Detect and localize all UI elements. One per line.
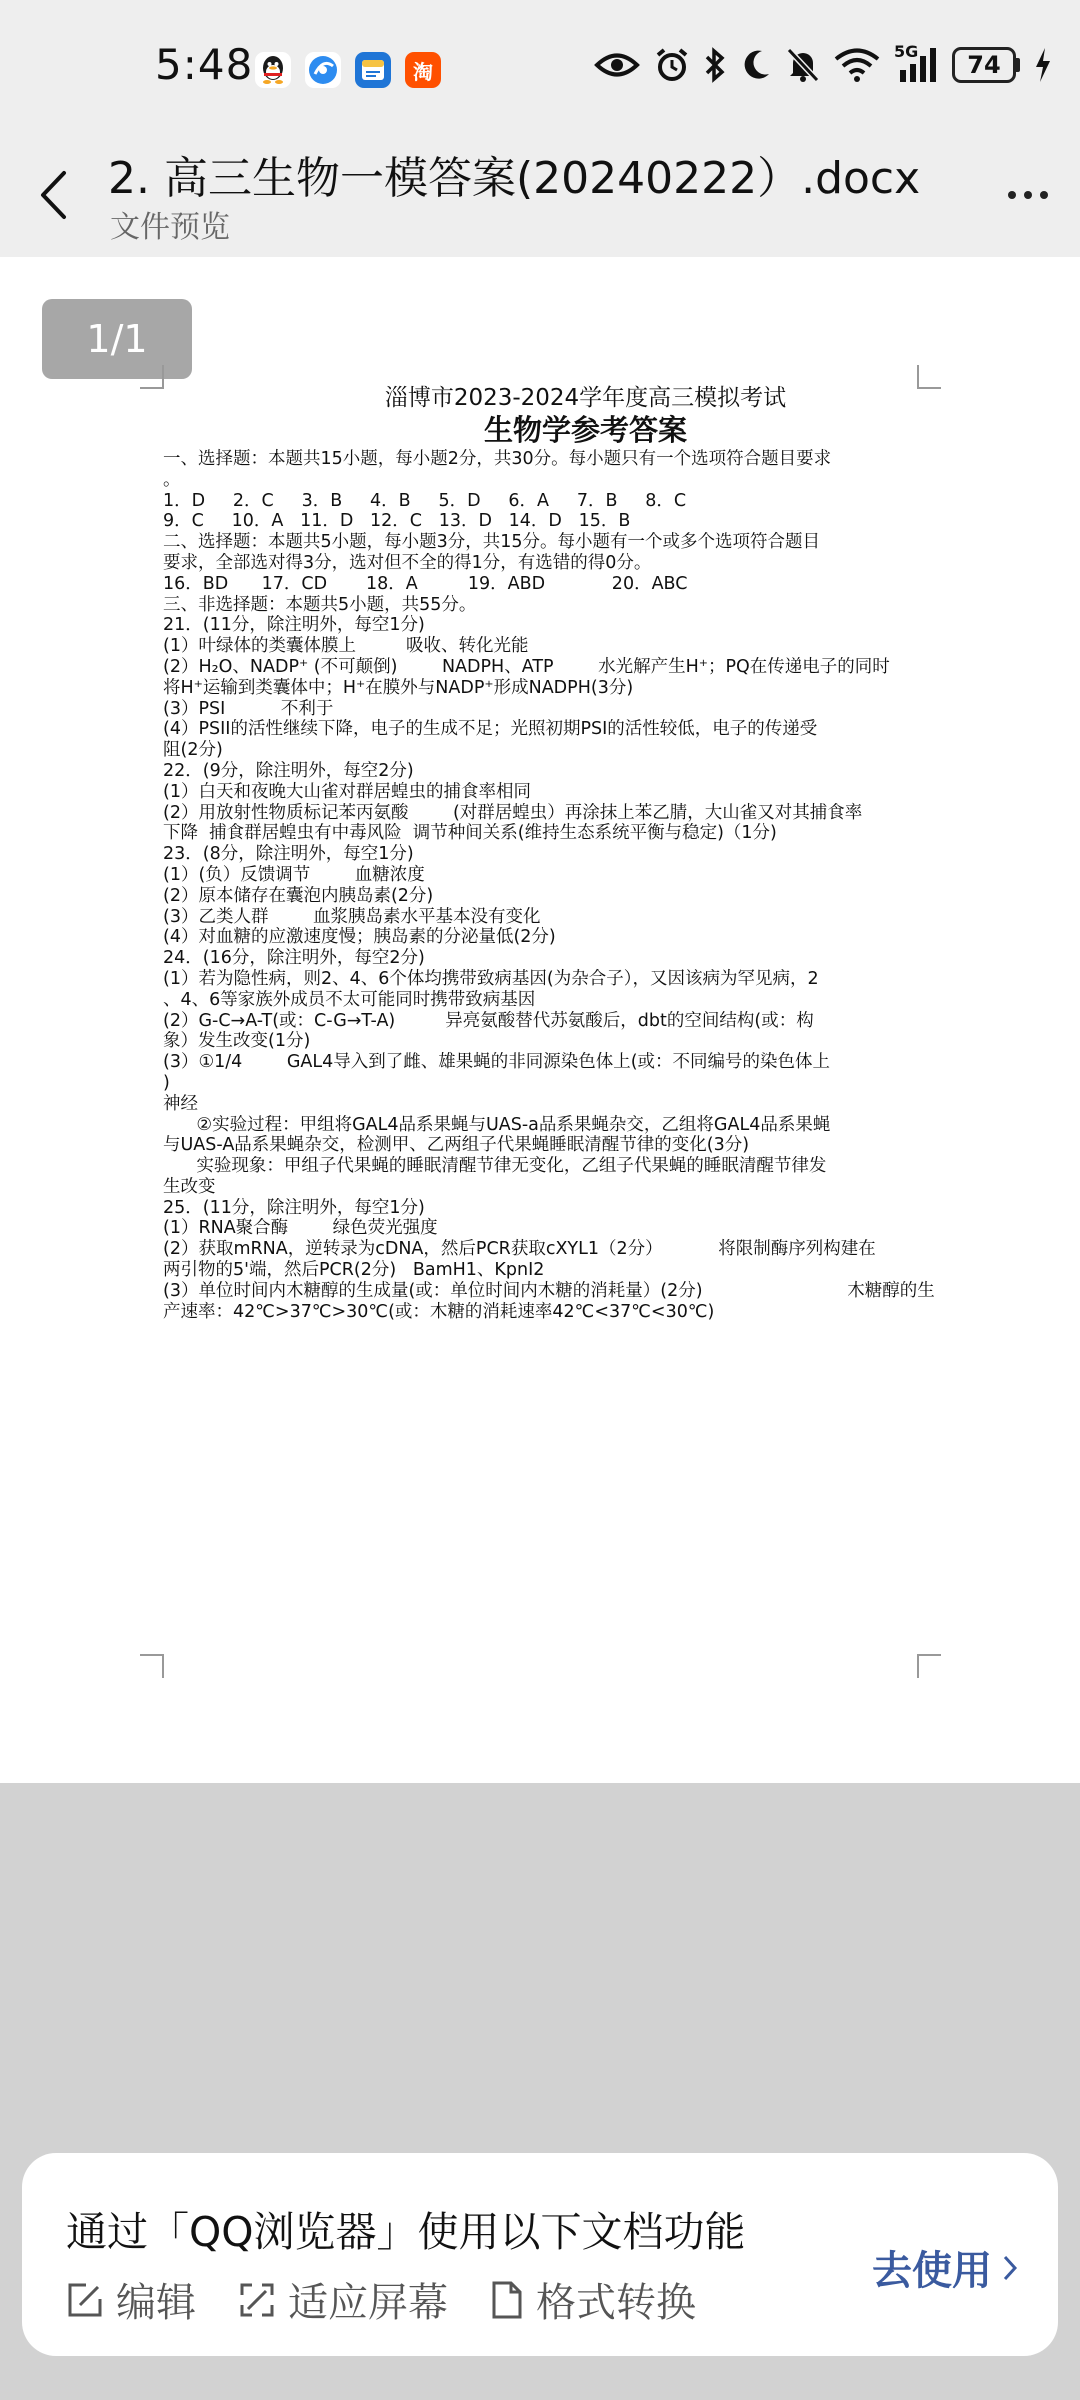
back-arrow-icon xyxy=(38,169,68,221)
format-convert-label: 格式转换 xyxy=(536,2280,696,2326)
document-line: 二、选择题：本题共5小题，每小题3分，共15分。每小题有一个或多个选项符合题目 xyxy=(163,532,821,553)
document-line: ②实验过程：甲组将GAL4品系果蝇与UAS-a品系果蝇杂交，乙组将GAL4品系果蝇 xyxy=(163,1114,831,1135)
document-line: 、4、6等家族外成员不太可能同时携带致病基因 xyxy=(163,989,536,1010)
moon-icon xyxy=(740,48,772,82)
document-line: (2）原本储存在囊泡内胰岛素(2分) xyxy=(163,885,434,906)
document-line: 与UAS-A品系果蝇杂交，检测甲、乙两组子代果蝇睡眠清醒节律的变化(3分) xyxy=(163,1135,750,1156)
document-line: (3）①1/4 GAL4导入到了雌、雄果蝇的非同源染色体上(或：不同编号的染色体上 xyxy=(163,1052,831,1073)
page-indicator: 1/1 xyxy=(42,299,192,379)
status-time: 5:48 xyxy=(155,40,254,89)
document-line: (3）单位时间内木糖醇的生成量(或：单位时间内木糖的消耗量）(2分) 木糖醇的生 xyxy=(163,1280,935,1301)
edit-tool[interactable] xyxy=(66,2271,196,2328)
document-line: 22．(9分，除注明外，每空2分) xyxy=(163,760,414,781)
document-line: 将H⁺运输到类囊体中；H⁺在膜外与NADP⁺形成NADPH(3分) xyxy=(163,677,634,698)
browser-icon xyxy=(305,52,341,88)
document-line: 生改变 xyxy=(163,1176,216,1197)
document-line: (1）白天和夜晚大山雀对群居蝗虫的捕食率相同 xyxy=(163,781,531,802)
page-corner-mark xyxy=(140,365,164,389)
go-use-button[interactable] xyxy=(872,2239,1018,2296)
document-line: (1）叶绿体的类囊体膜上 吸收、转化光能 xyxy=(163,636,529,657)
network-label: 5G xyxy=(894,42,919,61)
document-line: ) xyxy=(163,1072,170,1093)
bluetooth-icon xyxy=(704,47,726,83)
page-corner-mark xyxy=(140,1654,164,1678)
fit-screen-icon xyxy=(238,2281,276,2319)
qq-icon xyxy=(255,52,291,88)
document-line: 一、选择题：本题共15小题，每小题2分，共30分。每小题只有一个选项符合题目要求 xyxy=(163,449,832,469)
wifi-icon xyxy=(834,48,880,82)
document-line: 下降 捕食群居蝗虫有中毒风险 调节种间关系(维持生态系统平衡与稳定)（1分) xyxy=(163,823,777,844)
promo-tools xyxy=(66,2271,696,2328)
document-line: 要求，全部选对得3分，选对但不全的得1分，有选错的得0分。 xyxy=(163,552,652,573)
taobao-icon: 淘 xyxy=(405,52,441,88)
document-line: (2）获取mRNA，逆转录为cDNA，然后PCR获取cXYL1（2分） 将限制酶序列构建在 xyxy=(163,1239,876,1260)
file-title: 2. 高三生物一模答案(20240222）.docx xyxy=(108,153,921,204)
back-button[interactable] xyxy=(28,160,78,230)
document-body xyxy=(163,449,1008,1322)
page-corner-mark xyxy=(917,1654,941,1678)
battery-level: 74 xyxy=(952,47,1016,83)
document-line: (3）乙类人群 血浆胰岛素水平基本没有变化 xyxy=(163,906,541,927)
document-line: 象）发生改变(1分) xyxy=(163,1031,311,1052)
more-dot xyxy=(1008,191,1016,199)
notes-icon xyxy=(355,52,391,88)
document-line: 神经 xyxy=(163,1093,198,1114)
document-line: 实验现象：甲组子代果蝇的睡眠清醒节律无变化，乙组子代果蝇的睡眠清醒节律发 xyxy=(163,1156,827,1177)
document-line: 24．(16分，除注明外，每空2分) xyxy=(163,948,425,969)
document-line: 两引物的5'端，然后PCR(2分) BamH1、KpnⅠ2 xyxy=(163,1260,545,1281)
document-line: 三、非选择题：本题共5小题，共55分。 xyxy=(163,594,477,615)
document-line: (4）PSII的活性继续下降，电子的生成不足；光照初期PSI的活性较低，电子的传递受 xyxy=(163,719,818,740)
document-line: 阻(2分) xyxy=(163,740,223,761)
fit-screen-label: 适应屏幕 xyxy=(288,2280,448,2326)
document-line: 23．(8分，除注明外，每空1分) xyxy=(163,844,414,865)
edit-icon xyxy=(66,2281,104,2319)
document-line: 9．C 10．A 11．D 12．C 13．D 14．D 15．B xyxy=(163,511,631,532)
more-button[interactable] xyxy=(998,170,1058,220)
notification-icons xyxy=(255,52,441,88)
document-viewer[interactable] xyxy=(0,257,1080,1783)
document-line: 产速率：42℃>37℃>30℃(或：木糖的消耗速率42℃<37℃<30℃) xyxy=(163,1301,715,1322)
fit-screen-tool[interactable] xyxy=(238,2271,448,2328)
document-line: (1）RNA聚合酶 绿色荧光强度 xyxy=(163,1218,438,1239)
document-line: (2）H₂O、NADP⁺ (不可颠倒) NADPH、ATP 水光解产生H⁺；PQ在传递电子的同时 xyxy=(163,656,890,677)
eye-icon xyxy=(594,50,640,80)
document-line: 16．BD 17．CD 18．A 19．ABD 20．ABC xyxy=(163,573,688,594)
chevron-right-icon xyxy=(1002,2254,1018,2282)
more-dot xyxy=(1040,191,1048,199)
document-line: 25．(11分，除注明外，每空1分) xyxy=(163,1197,425,1218)
format-convert-tool[interactable] xyxy=(490,2271,696,2328)
battery-tip xyxy=(1016,58,1020,72)
promo-text: 通过「QQ浏览器」使用以下文档功能 xyxy=(66,2208,746,2256)
document-line: (1）若为隐性病，则2、4、6个体均携带致病基因(为杂合子），又因该病为罕见病，2 xyxy=(163,968,819,989)
document-heading: 生物学参考答案 xyxy=(483,413,687,447)
edit-label: 编辑 xyxy=(116,2280,196,2326)
document-line: 1．D 2．C 3．B 4．B 5．D 6．A 7．B 8．C xyxy=(163,490,687,511)
document-line: 21．(11分，除注明外，每空1分) xyxy=(163,615,425,636)
document-content xyxy=(163,383,1008,1322)
document-title: 淄博市2023-2024学年度高三模拟考试 xyxy=(384,385,787,411)
more-dot xyxy=(1024,191,1032,199)
document-line: 。 xyxy=(163,469,181,490)
signal-icon xyxy=(894,46,938,84)
document-line: (2）用放射性物质标记苯丙氨酸 (对群居蝗虫）再涂抹上苯乙腈，大山雀又对其捕食率 xyxy=(163,802,863,823)
document-line: (2）G-C→A-T(或：C-G→T-A) 异亮氨酸替代苏氨酸后，dbt的空间结构(或：构 xyxy=(163,1010,814,1031)
system-indicators xyxy=(594,42,1052,84)
qq-browser-promo xyxy=(22,2153,1058,2356)
document-line: (4）对血糖的应激速度慢；胰岛素的分泌量低(2分) xyxy=(163,927,556,948)
go-use-label: 去使用 xyxy=(872,2248,992,2294)
mute-bell-icon xyxy=(786,47,820,83)
charging-icon xyxy=(1034,47,1052,83)
document-line: (3）PSI 不利于 xyxy=(163,698,334,719)
document-line: (1）(负）反馈调节 血糖浓度 xyxy=(163,864,425,885)
file-subtitle: 文件预览 xyxy=(110,210,230,245)
battery-indicator xyxy=(952,47,1020,83)
signal-indicator xyxy=(894,42,938,84)
alarm-icon xyxy=(654,47,690,83)
title-bar xyxy=(0,130,1080,257)
status-bar xyxy=(0,0,1080,130)
file-convert-icon xyxy=(490,2280,524,2320)
